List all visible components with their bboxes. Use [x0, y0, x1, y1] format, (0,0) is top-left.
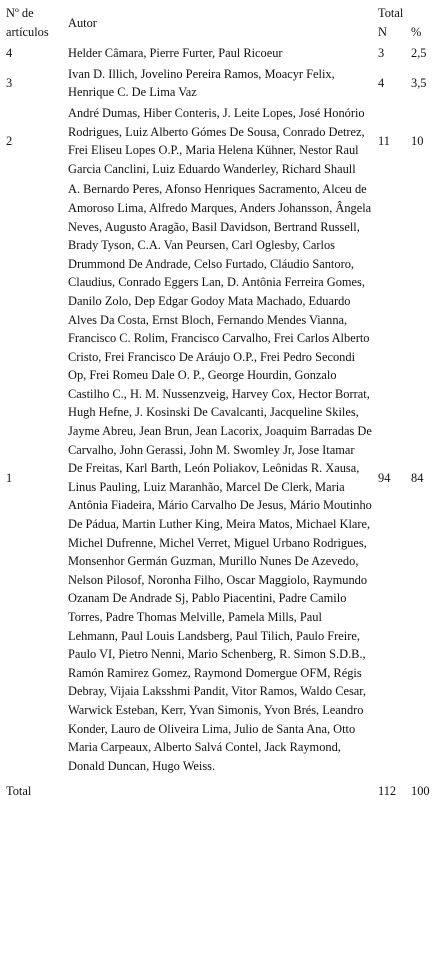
header-author: Autor: [68, 16, 97, 31]
table-row: [0, 103, 448, 179]
row-pct: 10: [411, 133, 424, 148]
row-articles: 4: [6, 46, 13, 61]
row-authors: André Dumas, Hiber Conteris, J. Leite Lopes, José Honório Rodrigues, Luiz Alberto Gómes De Sousa, Conrado Detrez, Frei Eliseu Lopes O.P., Maria Helena Kühner, Nestor Raul Garcia Canclini, Luiz Eduardo Wanderley, Richard Shaull: [68, 105, 365, 176]
total-spacer: [63, 776, 376, 802]
header-articles: Nº de artículos: [6, 6, 49, 39]
total-row: [0, 776, 448, 802]
total-label: Total: [6, 784, 32, 799]
row-authors: Helder Câmara, Pierre Furter, Paul Ricoeur: [68, 46, 283, 61]
header-pct: %: [411, 24, 422, 39]
table-row: [0, 179, 448, 776]
row-pct: 2,5: [411, 46, 427, 61]
header-row: [0, 0, 448, 23]
row-articles: 1: [6, 470, 13, 485]
row-n: 11: [378, 133, 390, 148]
row-n: 94: [378, 470, 391, 485]
table-row: [0, 43, 448, 64]
header-total: Total: [378, 6, 404, 20]
header-n: N: [378, 24, 387, 39]
row-articles: 3: [6, 76, 13, 91]
row-authors: A. Bernardo Peres, Afonso Henriques Sacramento, Alceu de Amoroso Lima, Alfredo Marques, Anders Johansson, Ângela Neves, Augusto Aragão, Basil Davidson, Bertrand Russell, Brady Tyson, C.A. Van Peursen, Carl Oglesby, Carlos Drummond De Andrade, Celso Furtado, Cláudio Santoro, Claudius, Conrado Eggers Lan, D. Antônia Ferreira Gomes, Danilo Zolo, Dep Edgar Godoy Mata Machado, Eduardo Alves Da Costa, Ernst Bloch, Fernando Mendes Vianna, Francisco C. Rolim, Francisco Carvalho, Frei Carlos Alberto Cristo, Frei Francisco De Aráujo O.P., Frei Pedro Secondi Op, Frei Romeu Dale O. P., George Hourdin, Gonzalo Castilho C., H. M. Nussenzveig, Harvey Cox, Hector Borrat, Hugh Hefne, J. Kosinski De Cavalcanti, Jacqueline Skiles, Jayme Abreu, Jean Brun, Jean Lacorix, Joaquim Barradas De Carvalho, John Gerassi, John M. Swomley Jr, Jose Itamar De Freitas, Karl Barth, León Poliakov, Leônidas R. Xausa, Linus Pauling, Luiz Maranhão, Marcel De Clerk, Maria Antônia Fiadeira, Mário Carvalho De Jesus, Mário Moutinho De Pádua, Martin Luther King, Meira Matos, Michael Klare, Michel Dufrenne, Michel Verret, Miguel Urbano Rodrigues, Monsenhor Germán Guzman, Murillo Nunes De Azevedo, Nelson Pilosof, Noronha Filho, Oscar Maggiolo, Raymundo Ozanam De Andrade Sj, Pablo Piacentini, Padre Camilo Torres, Padre Thomas Melville, Pamela Mills, Paul Lehmann, Paul Louis Landsberg, Paul Tilich, Paulo Freire, Paulo VI, Pietro Nenni, Mario Schenberg, R. Simon S.D.B., Ramón Ramirez Gomez, Raymond Domergue OFM, Régis Debray, Vijaia Laksshmi Pandit, Vitor Ramos, Waldo Cesar, Warwick Esteban, Kerr, Yvan Simonis, Yvon Brés, Leandro Konder, Lauro de Oliveira Lima, Julio de Santa Ana, Otto Maria Carpeaux, Alberto Salvá Contel, Jack Raymond, Donald Duncan, Hugo Weiss.: [68, 182, 372, 773]
row-articles: 2: [6, 133, 13, 148]
total-pct: 100: [411, 784, 430, 799]
row-pct: 84: [411, 470, 424, 485]
row-authors: Ivan D. Illich, Jovelino Pereira Ramos, Moacyr Felix, Henrique C. De Lima Vaz: [68, 66, 335, 100]
row-pct: 3,5: [411, 76, 427, 91]
row-n: 4: [378, 76, 385, 91]
row-n: 3: [378, 46, 385, 61]
total-n: 112: [378, 784, 397, 799]
table-row: [0, 64, 448, 103]
